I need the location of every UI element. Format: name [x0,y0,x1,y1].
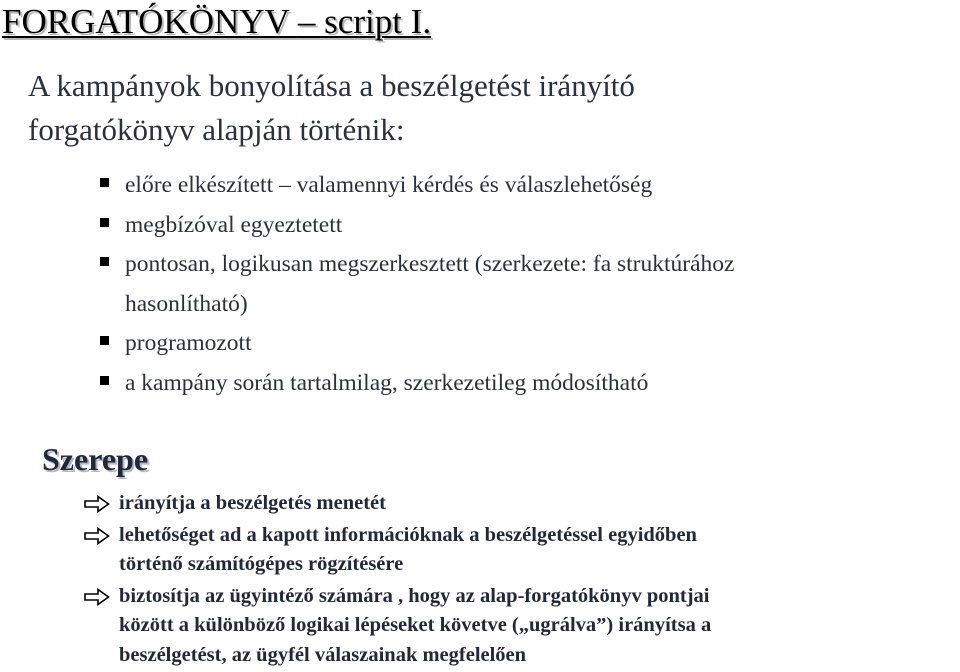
intro-line-2: forgatókönyv alapján történik: [28,112,405,147]
role-text: biztosítja az ügyintéző számára , hogy az alap-forgatókönyv pontjai [119,584,710,607]
square-bullet-icon [100,218,109,227]
square-bullet-icon [100,178,109,187]
feature-item [100,245,960,324]
feature-text-continued: hasonlítható) [125,290,248,317]
square-bullet-icon [100,257,109,266]
role-text: lehetőséget ad a kapott információknak a beszélgetéssel egyidőben [119,523,697,546]
role-text-continued: beszélgetést, az ügyfél válaszainak megfelelően [119,643,527,666]
feature-list [100,166,960,403]
feature-item [100,364,960,404]
feature-text: programozott [125,330,252,356]
role-item [84,489,954,519]
role-heading: Szerepe [42,441,149,477]
role-text-continued: történő számítógépes rögzítésére [119,553,404,575]
slide-title [2,2,431,42]
role-text: irányítja a beszélgetés menetét [119,492,386,514]
slide-title-main: FORGATÓKÖNYV [2,2,298,41]
feature-text: pontosan, logikusan megszerkesztett (szerkezete: fa struktúrához [125,251,735,277]
intro-line-1: A kampányok bonyolítása a beszélgetést irányító [28,68,635,103]
role-item [84,521,954,580]
arrow-right-outline-icon [84,527,110,545]
arrow-right-outline-icon [84,495,110,513]
role-item [84,582,954,671]
arrow-right-outline-icon [84,588,110,606]
square-bullet-icon [100,336,109,345]
feature-item [100,166,960,206]
intro-text [28,64,928,152]
role-list [84,489,954,672]
feature-item [100,324,960,364]
square-bullet-icon [100,376,109,385]
feature-item [100,206,960,246]
feature-text: megbízóval egyeztetett [125,211,343,238]
slide-title-sub: – script I. [297,2,432,41]
role-text-continued: között a különböző logikai lépéseket követve („ugrálva”) irányítsa a [119,614,712,636]
feature-text: a kampány során tartalmilag, szerkezetileg módosítható [125,369,649,396]
feature-text: előre elkészített – valamennyi kérdés és válaszlehetőség [125,172,653,198]
